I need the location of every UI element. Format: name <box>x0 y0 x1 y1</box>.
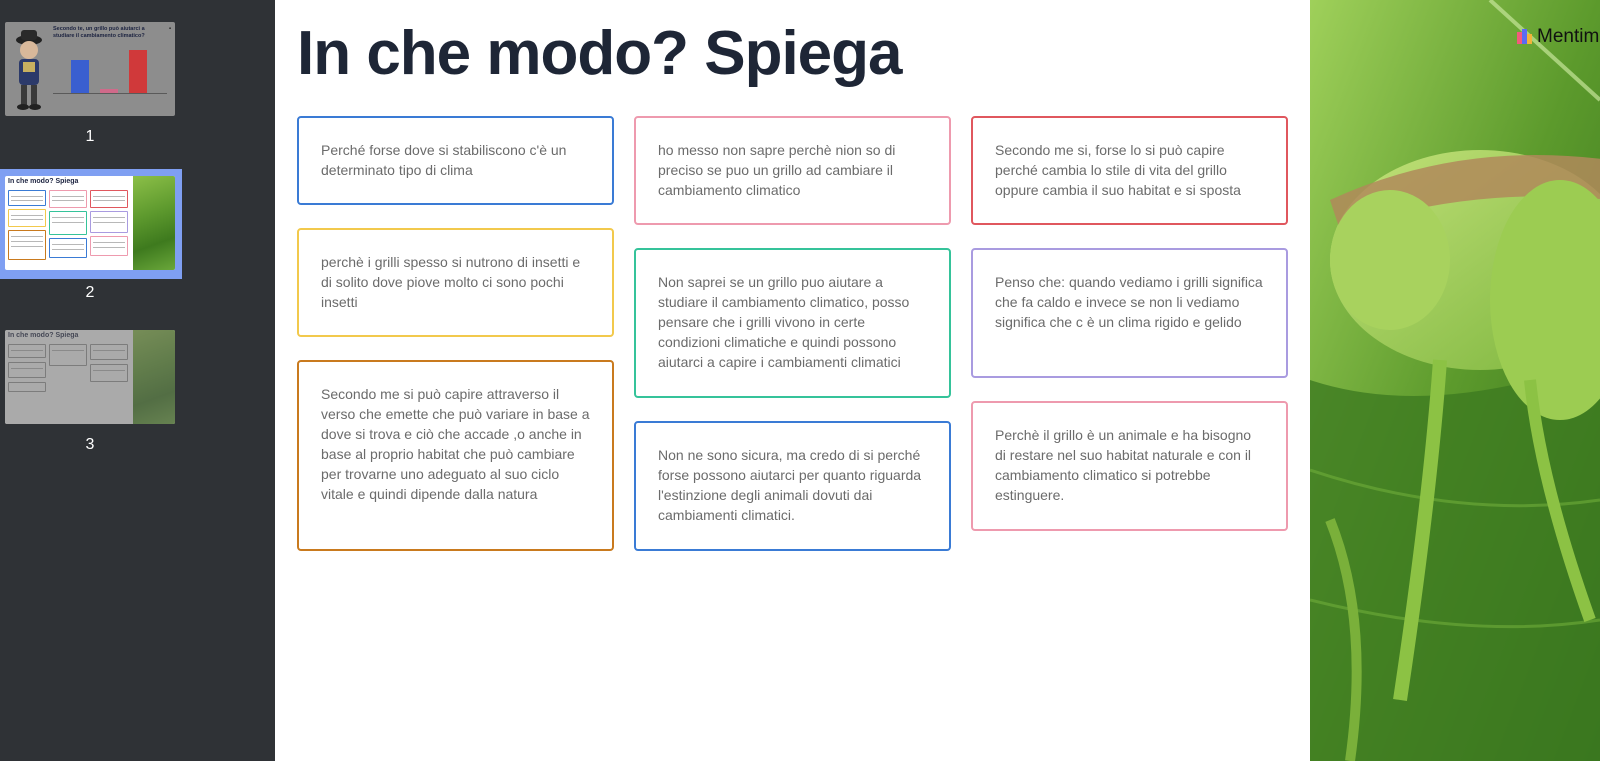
response-text: perchè i grilli spesso si nutrono di insetti e di solito dove piove molto ci sono pochi insetti <box>321 254 581 310</box>
response-text: Secondo me si può capire attraverso il verso che emette che può variare in base a dove si trova e ciò che accade ,o anche in base al proprio habitat che può cambiare per trovarne uno adeguato al suo ciclo vitale e quindi dipende dalla natura <box>321 386 590 502</box>
response-card <box>634 421 951 551</box>
response-card <box>634 116 951 225</box>
response-card <box>297 360 614 551</box>
response-text: Non saprei se un grillo puo aiutare a studiare il cambiamento climatico, posso pensare che i grilli vivono in certe condizioni climatiche e quindi possono aiutarci a capire i cambiamenti climatici <box>658 274 910 370</box>
cricket-character-icon <box>9 26 49 112</box>
brand-name: Mentim <box>1537 26 1600 47</box>
slide-title: In che modo? Spiega <box>297 19 902 88</box>
slide-thumbnail-2[interactable] <box>0 169 182 301</box>
slide-number: 3 <box>85 436 95 453</box>
preview-bar <box>71 60 89 94</box>
mini-card <box>8 190 46 206</box>
mini-card <box>90 236 128 256</box>
brand-logo <box>1517 26 1599 48</box>
grasshopper-image-preview <box>133 176 175 270</box>
response-text: Penso che: quando vediamo i grilli significa che fa caldo e invece se non li vediamo significa che c è un clima rigido e gelido <box>995 274 1263 330</box>
response-text: Perchè il grillo è un animale e ha bisogno di restare nel suo habitat naturale e con il cambiamento climatico si potrebbe estinguere. <box>995 427 1252 503</box>
response-card <box>297 116 614 205</box>
response-text: Perché forse dove si stabiliscono c'è un determinato tipo di clima <box>321 142 567 178</box>
slide-number: 1 <box>85 128 95 145</box>
slide-preview-1 <box>5 22 175 116</box>
mini-card <box>49 211 87 235</box>
response-card <box>297 228 614 337</box>
grasshopper-image <box>1310 0 1600 761</box>
slide-canvas[interactable] <box>275 0 1600 761</box>
response-card <box>971 248 1288 378</box>
mini-card <box>90 211 128 233</box>
response-card <box>971 116 1288 225</box>
response-card <box>971 401 1288 531</box>
mini-card <box>49 190 87 208</box>
slide-preview-title: Secondo te, un grillo può aiutarci a studiare il cambiamento climatico? <box>53 26 145 39</box>
response-text: ho messo non sapre perchè nion so di preciso se puo un grillo ad cambiare il cambiamento climatico <box>658 142 896 198</box>
preview-bar <box>129 50 147 94</box>
slide-sidebar <box>0 0 275 761</box>
slide-preview-2 <box>5 176 175 270</box>
grasshopper-illustration-icon <box>1310 0 1600 761</box>
brand-logo-icon: ■ <box>169 26 171 30</box>
mentimeter-logo-icon <box>1517 29 1533 45</box>
slide-thumbnail-3[interactable] <box>0 324 182 454</box>
mini-card <box>90 190 128 208</box>
mini-card <box>8 209 46 227</box>
response-text: Secondo me si, forse lo si può capire perché cambia lo stile di vita del grillo oppure cambia il suo habitat e si sposta <box>995 142 1241 198</box>
mini-card <box>8 230 46 260</box>
response-text: Non ne sono sicura, ma credo di si perché forse possono aiutarci per quanto riguarda l'estinzione degli animali dovuti dai cambiamenti climatici. <box>658 447 922 523</box>
mini-card <box>49 238 87 258</box>
response-card <box>634 248 951 398</box>
slide-thumbnail-1[interactable] <box>0 16 182 146</box>
slide-number: 2 <box>85 284 95 301</box>
preview-axis <box>53 93 167 94</box>
slide-preview-3 <box>5 330 175 424</box>
slide-preview-title: In che modo? Spiega <box>8 178 79 185</box>
